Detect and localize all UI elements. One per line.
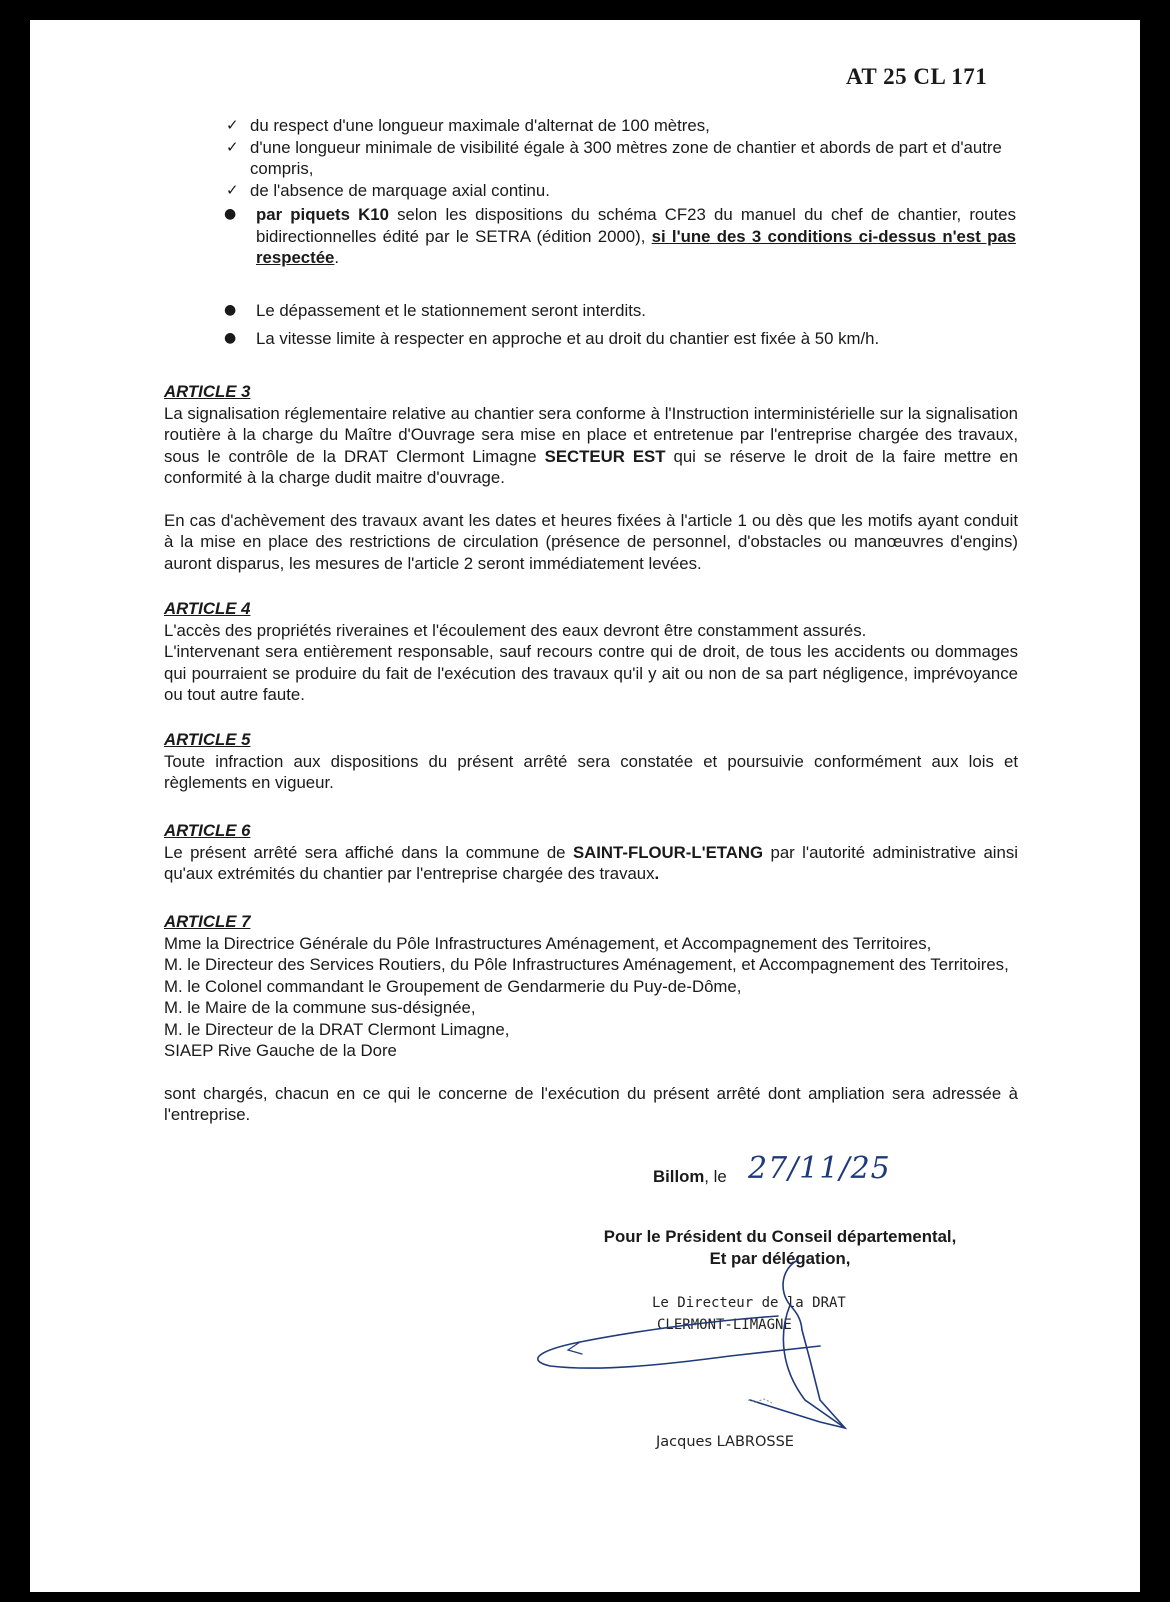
closing-paragraph: sont chargés, chacun en ce qui le concerne de l'exécution du présent arrêté dont ampliation sera adressée à l'entreprise. [164, 1083, 1018, 1124]
bullet-text: selon les dispositions du schéma CF23 du manuel du chef de chantier, routes bidirectionnelles édité par le SETRA (édition 2000), [256, 205, 1016, 246]
article-heading: ARTICLE 4 [164, 599, 251, 618]
article-6 [164, 820, 1018, 885]
bullet-dot-icon: ● [224, 206, 237, 222]
checklist-item [226, 180, 1016, 202]
article-paragraph: L'intervenant sera entièrement responsable, sauf recours contre qui de droit, de tous les accidents ou dommages qui pourraient se produire du fait de l'exécution des travaux qu'il y ait ou non de sa part négligence, imprévoyance ou tout autre faute. [164, 642, 1018, 704]
article-5 [164, 729, 1018, 794]
delegation-line: Et par délégation, [709, 1248, 851, 1268]
paragraph-text: qui se réserve le droit de la faire mettre en conformité à la charge dudit maitre d'ouvrage. [164, 446, 1018, 487]
article-heading: ARTICLE 3 [164, 382, 251, 401]
delegation-line: Pour le Président du Conseil départemental, [603, 1227, 957, 1246]
article-heading: ARTICLE 5 [164, 730, 251, 749]
paragraph-end: . [654, 864, 660, 883]
recipient-line: Mme la Directrice Générale du Pôle Infrastructures Aménagement, et Accompagnement des Territoires, [164, 933, 932, 953]
conditions-checklist [226, 115, 1016, 201]
bullet-item [202, 328, 1016, 350]
article-paragraph: L'accès des propriétés riveraines et l'écoulement des eaux devront être constamment assurés. [164, 620, 867, 640]
bullet-dot-icon: ● [224, 302, 237, 318]
secteur-label: SECTEUR EST [544, 446, 666, 466]
recipient-line: M. le Colonel commandant le Groupement de Gendarmerie du Puy-de-Dôme, [164, 976, 742, 996]
article-heading: ARTICLE 7 [164, 912, 251, 931]
recipient-line: M. le Directeur des Services Routiers, du Pôle Infrastructures Aménagement, et Accompagnement des Territoires, [164, 955, 1009, 974]
bullet-item [202, 300, 1016, 322]
bullet-vitesse [202, 328, 1016, 350]
bullet-depassement [202, 300, 1016, 322]
date-connector: , le [704, 1167, 727, 1186]
article-paragraph: Toute infraction aux dispositions du présent arrêté sera constatée et poursuivie conformément aux lois et règlements en vigueur. [164, 751, 1018, 792]
paragraph-text: par l'autorité administrative ainsi qu'aux extrémités du chantier par l'entreprise chargée des travaux [164, 842, 1018, 883]
commune-name: SAINT-FLOUR-L'ETANG [572, 842, 764, 862]
bullet-dot-icon: ● [224, 330, 237, 346]
article-heading: ARTICLE 6 [164, 821, 251, 840]
article-paragraph [164, 842, 1018, 885]
article-paragraph [164, 403, 1018, 489]
article-paragraph: En cas d'achèvement des travaux avant les dates et heures fixées à l'article 1 ou dès que les motifs ayant conduit à la mise en place des restrictions de circulation (présence de personnel, d'obstacles ou manœuvres d'engins) auront disparus, les mesures de l'article 2 seront immédiatement levées. [164, 510, 1018, 573]
bullet-item [202, 204, 1016, 269]
checkmark-icon: ✓ [226, 180, 239, 199]
bullet-underlined-condition: si l'une des 3 conditions ci-dessus n'est pas respectée [256, 226, 1017, 267]
recipient-line: M. le Directeur de la DRAT Clermont Limagne, [164, 1019, 510, 1039]
place-name: Billom [653, 1167, 705, 1186]
paragraph-text: Le présent arrêté sera affiché dans la commune de [164, 842, 573, 862]
document-page [30, 20, 1140, 1592]
handwritten-date: 27/11/25 [748, 1151, 891, 1186]
checkmark-icon: ✓ [226, 116, 239, 134]
article-7 [164, 911, 1018, 1126]
stamp-line: Le Directeur de la DRAT [652, 1295, 846, 1311]
checklist-text: de l'absence de marquage axial continu. [250, 180, 550, 200]
checklist-item [226, 115, 1016, 137]
paragraph-text: La signalisation réglementaire relative au chantier sera conforme à l'Instruction interministérielle sur la signalisation routière à la charge du Maître d'Ouvrage sera mise en place et entretenue par l'entreprise chargée des travaux, sous le contrôle de la DRAT Clermont Limagne [164, 403, 1018, 466]
bullet-text: La vitesse limite à respecter en approche et au droit du chantier est fixée à 50 km/h. [256, 329, 880, 348]
bullet-text: Le dépassement et le stationnement seront interdits. [256, 301, 646, 320]
checklist-text: du respect d'une longueur maximale d'alternat de 100 mètres, [250, 116, 710, 135]
checklist-item [226, 137, 1016, 180]
bullet-bold-lead: par piquets K10 [256, 205, 389, 224]
bullet-end: . [334, 248, 340, 267]
recipient-line: M. le Maire de la commune sus-désignée, [164, 998, 476, 1017]
checklist-text: d'une longueur minimale de visibilité égale à 300 mètres zone de chantier et abords de part et d'autre compris, [250, 137, 1002, 178]
stamp-line: CLERMONT-LIMAGNE [657, 1317, 792, 1333]
article-4 [164, 598, 1018, 706]
bullet-piquets [202, 204, 1016, 269]
checkmark-icon: ✓ [226, 137, 239, 156]
document-reference: AT 25 CL 171 [846, 64, 988, 89]
recipient-line: SIAEP Rive Gauche de la Dore [164, 1041, 397, 1060]
signer-name: Jacques LABROSSE [656, 1434, 794, 1450]
handwritten-signature [520, 1250, 850, 1450]
article-3 [164, 381, 1018, 574]
